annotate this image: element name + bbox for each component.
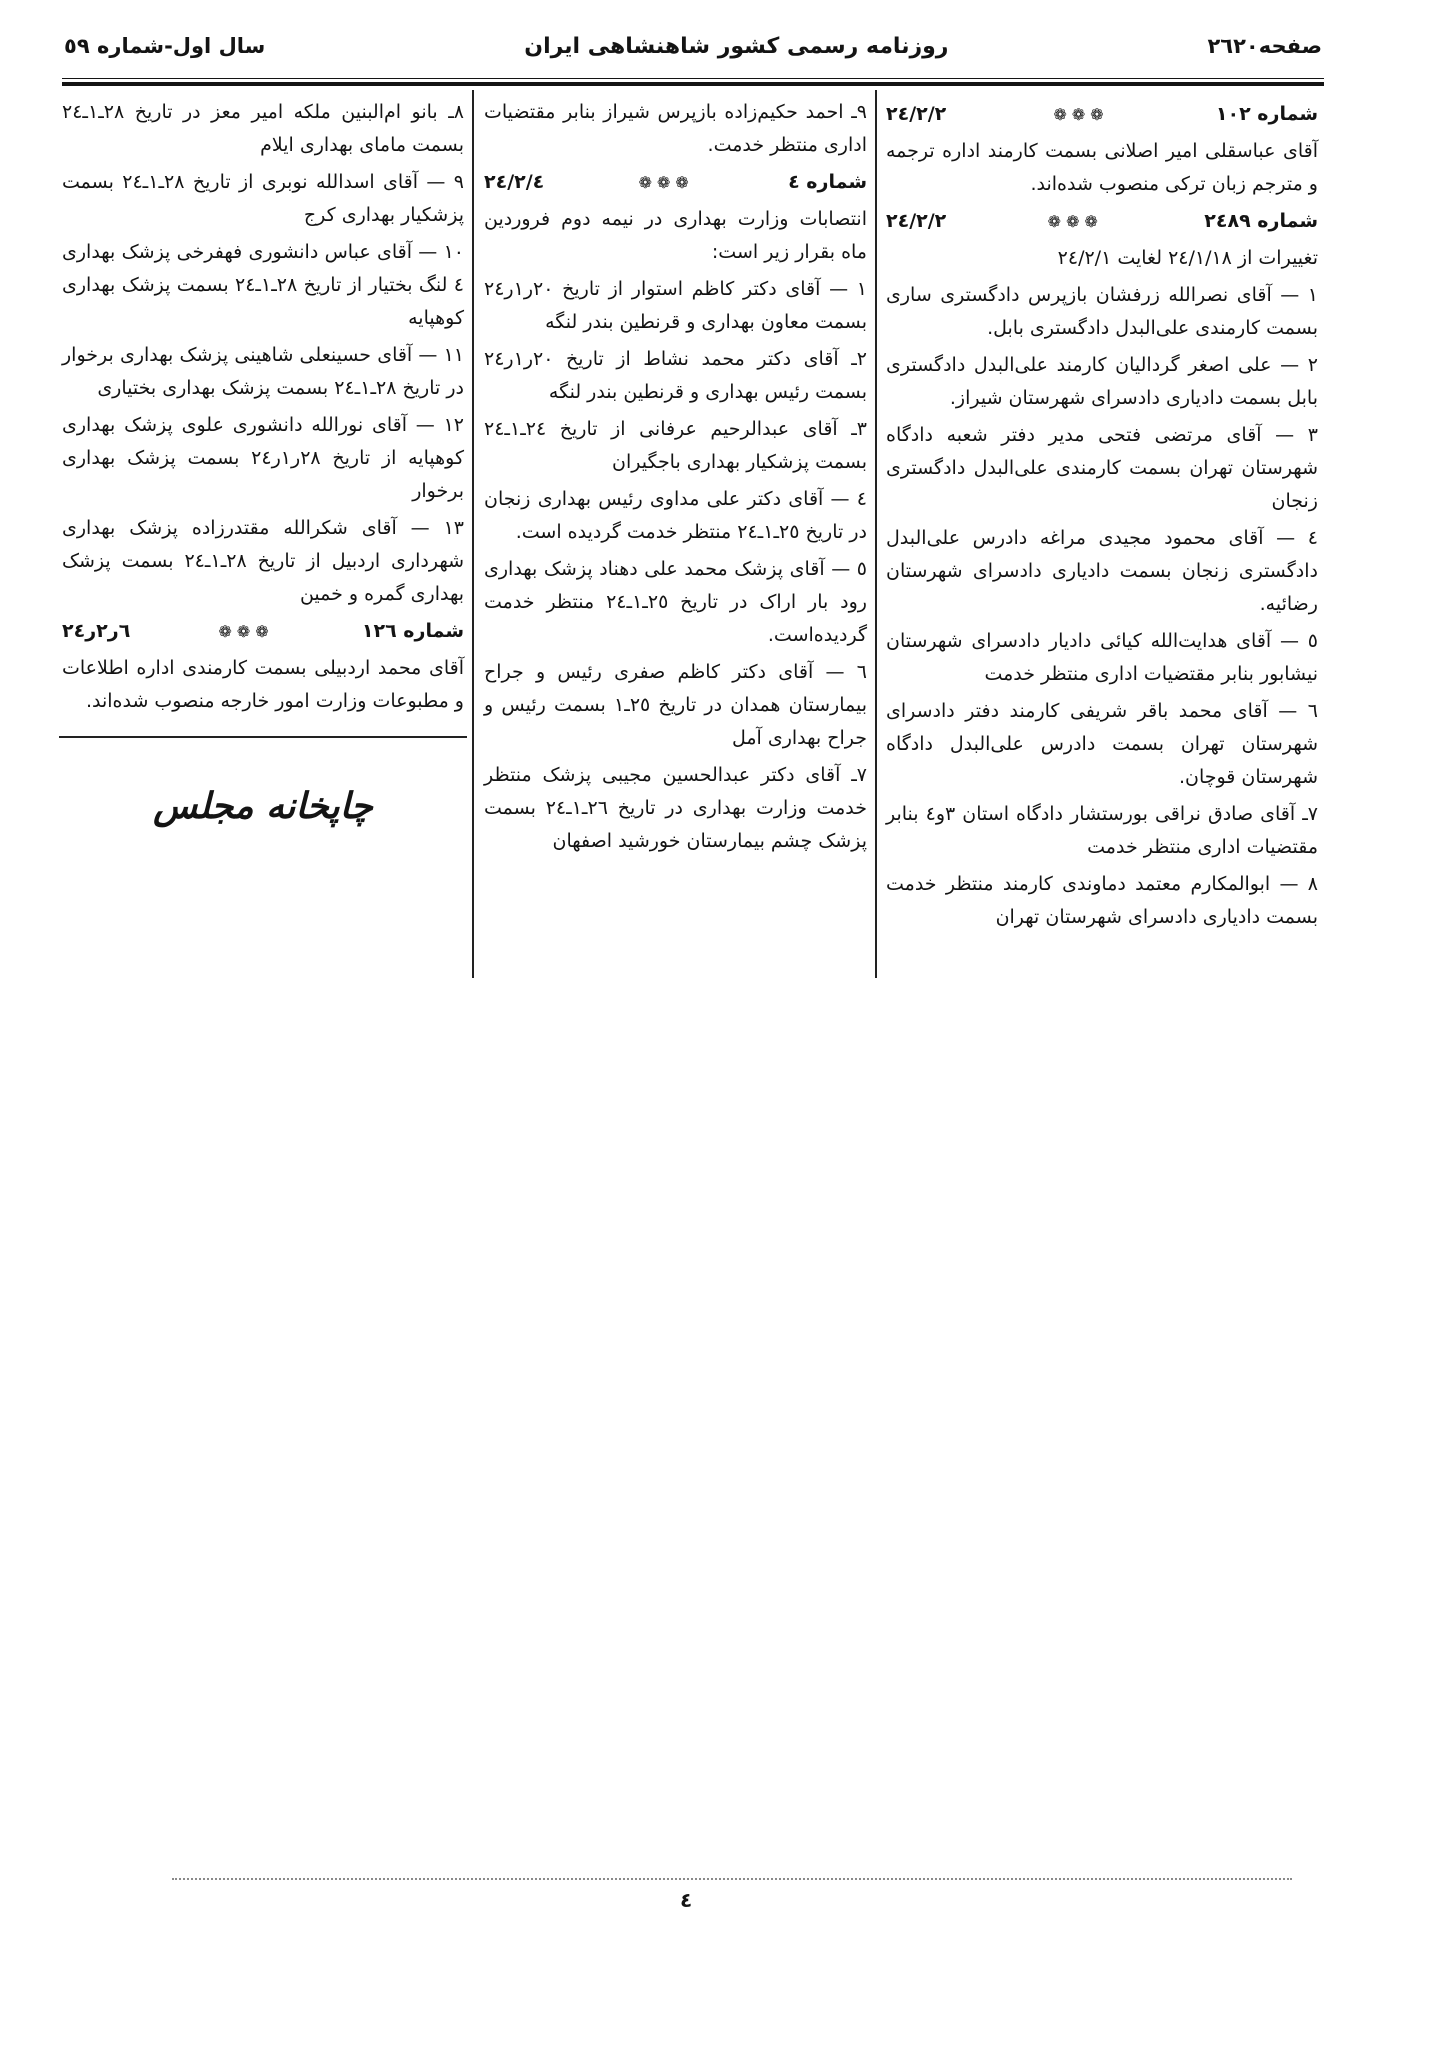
notice-item: ١٣ — آقای شکرالله مقتدرزاده پزشک بهداری شهرداری اردبیل از تاریخ ٢٨ـ١ـ٢٤ بسمت پزشک بهداری گمره و خمین bbox=[62, 517, 464, 605]
notice-number: شماره ١٢٦ bbox=[361, 620, 464, 642]
scan-dotted-line bbox=[172, 1878, 1292, 1880]
notice-heading bbox=[886, 205, 1318, 238]
notice-paragraph: تغییرات از ٢٤/١/١٨ لغایت ٢٤/٢/١ bbox=[1057, 247, 1318, 269]
masthead bbox=[64, 26, 1322, 66]
notice-item: ٣ — آقای مرتضی فتحی مدیر دفتر شعبه دادگاه شهرستان تهران بسمت کارمندی علی‌البدل دادگستری زنجان bbox=[886, 424, 1318, 512]
notice-heading bbox=[484, 166, 867, 199]
notice-item: ٥ — آقای پزشک محمد علی دهناد پزشک بهداری رود بار اراک در تاریخ ٢٥ـ١ـ٢٤ منتظر خدمت گردیده‌است. bbox=[484, 558, 867, 646]
column-middle bbox=[484, 96, 867, 862]
masthead-rule-thin bbox=[62, 78, 1324, 79]
notice-item: ٦ — آقای دکتر کاظم صفری رئیس و جراح بیمارستان همدان در تاریخ ٢٥ـ١ بسمت رئیس و جراح بهداری آمل bbox=[484, 661, 867, 749]
notice-heading bbox=[886, 98, 1318, 131]
notice-item: ٤ — آقای محمود مجیدی مراغه دادرس علی‌البدل دادگستری زنجان بسمت دادیاری دادسرای شهرستان رضائیه. bbox=[886, 527, 1318, 615]
notice-item: ١ — آقای دکتر کاظم استوار از تاریخ ٢٠ر١ر٢٤ بسمت معاون بهداری و قرنطین بندر لنگه bbox=[484, 278, 867, 333]
ornament: ❁❁❁ bbox=[1047, 212, 1103, 231]
notice-item: ١ — آقای نصرالله زرفشان بازپرس دادگستری ساری بسمت کارمندی علی‌البدل دادگستری بابل. bbox=[886, 284, 1318, 339]
page-number: ٤ bbox=[680, 1888, 693, 1912]
ornament: ❁❁❁ bbox=[638, 173, 694, 192]
ornament: ❁❁❁ bbox=[218, 622, 274, 641]
notice-number: شماره ٢٤٨٩ bbox=[1204, 210, 1318, 232]
notice-item: ٥ — آقای هدایت‌الله کیائی دادیار دادسرای شهرستان نیشابور بنابر مقتضیات اداری منتظر خدمت bbox=[886, 630, 1318, 685]
notice-item: ٣ـ آقای عبدالرحیم عرفانی از تاریخ ٢٤ـ١ـ٢٤ بسمت پزشکیار بهداری باجگیران bbox=[484, 418, 867, 473]
notice-item: ٧ـ آقای دکتر عبدالحسین مجیبی پزشک منتظر خدمت وزارت بهداری در تاریخ ٢٦ـ١ـ٢٤ بسمت پزشک چشم بیمارستان خورشید اصفهان bbox=[484, 764, 868, 852]
notice-item: ٩ — آقای اسدالله نوبری از تاریخ ٢٨ـ١ـ٢٤ بسمت پزشکیار بهداری کرج bbox=[62, 171, 464, 226]
newspaper-title: روزنامه رسمی کشور شاهنشاهی ایران bbox=[524, 33, 949, 59]
notice-heading bbox=[62, 615, 464, 648]
notice-item: ٨ — ابوالمکارم معتمد دماوندی کارمند منتظر خدمت بسمت دادیاری دادسرای شهرستان تهران bbox=[886, 873, 1318, 928]
notice-paragraph: آقای محمد اردبیلی بسمت کارمندی اداره اطلاعات و مطبوعات وزارت امور خارجه منصوب شده‌اند. bbox=[62, 657, 464, 712]
notice-item: ١١ — آقای حسینعلی شاهینی پزشک بهداری برخوار در تاریخ ٢٨ـ١ـ٢٤ بسمت پزشک بهداری بختیاری bbox=[62, 344, 464, 399]
notice-item: ١٠ — آقای عباس دانشوری فهفرخی پزشک بهداری ٤ لنگ بختیار از تاریخ ٢٨ـ١ـ٢٤ بسمت پزشک بهداری کوهپایه bbox=[62, 241, 464, 329]
ornament: ❁❁❁ bbox=[1053, 105, 1109, 124]
notice-date: ٢٤/٢/٢ bbox=[886, 103, 947, 125]
notice-item: ٦ — آقای محمد باقر شریفی کارمند دفتر دادسرای شهرستان تهران بسمت دادرس علی‌البدل دادگاه شهرستان قوچان. bbox=[886, 700, 1318, 788]
column-left bbox=[62, 96, 464, 827]
notice-item: ٤ — آقای دکتر علی مداوی رئیس بهداری زنجان در تاریخ ٢٥ـ١ـ٢٤ منتظر خدمت گردیده است. bbox=[484, 488, 867, 543]
notice-paragraph: انتصابات وزارت بهداری در نیمه دوم فروردین ماه بقرار زیر است: bbox=[484, 208, 867, 263]
notice-item: ٧ـ آقای صادق نراقی بورستشار دادگاه استان ٣و٤ بنابر مقتضیات اداری منتظر خدمت bbox=[886, 803, 1318, 858]
notice-item: ١٢ — آقای نورالله دانشوری علوی پزشک بهداری کوهپایه از تاریخ ٢٨ر١ر٢٤ بسمت پزشک بهداری برخوار bbox=[62, 414, 464, 502]
column-divider-left bbox=[472, 90, 474, 978]
page-label: صفحه٢٦٢٠ bbox=[1207, 34, 1322, 58]
issue-label: سال اول-شماره ٥٩ bbox=[64, 34, 266, 58]
column-right bbox=[886, 96, 1318, 938]
notice-item: ٢ـ آقای دکتر محمد نشاط از تاریخ ٢٠ر١ر٢٤ بسمت رئیس بهداری و قرنطین بندر لنگه bbox=[484, 348, 867, 403]
section-divider bbox=[59, 736, 467, 738]
printer-imprint: چاپخانه مجلس bbox=[153, 786, 373, 827]
column-divider-right bbox=[875, 90, 877, 978]
notice-paragraph: آقای عباسقلی امیر اصلانی بسمت کارمند اداره ترجمه و مترجم زبان ترکی منصوب شده‌اند. bbox=[886, 140, 1318, 195]
masthead-rule-thick bbox=[62, 82, 1324, 86]
notice-number: شماره ١٠٢ bbox=[1215, 103, 1318, 125]
notice-date: ٦ر٢ر٢٤ bbox=[62, 620, 131, 642]
notice-item: ٨ـ بانو ام‌البنین ملکه امیر معز در تاریخ ٢٨ـ١ـ٢٤ بسمت مامای بهداری ایلام bbox=[62, 101, 464, 156]
notice-number: شماره ٤ bbox=[788, 171, 867, 193]
notice-date: ٢٤/٢/٤ bbox=[484, 171, 545, 193]
notice-item: ٢ — علی اصغر گردالیان کارمند علی‌البدل دادگستری بابل بسمت دادیاری دادسرای شهرستان شیراز. bbox=[886, 354, 1318, 409]
notice-item: ٩ـ احمد حکیم‌زاده بازپرس شیراز بنابر مقتضیات اداری منتظر خدمت. bbox=[484, 101, 867, 156]
notice-date: ٢٤/٢/٢ bbox=[886, 210, 947, 232]
